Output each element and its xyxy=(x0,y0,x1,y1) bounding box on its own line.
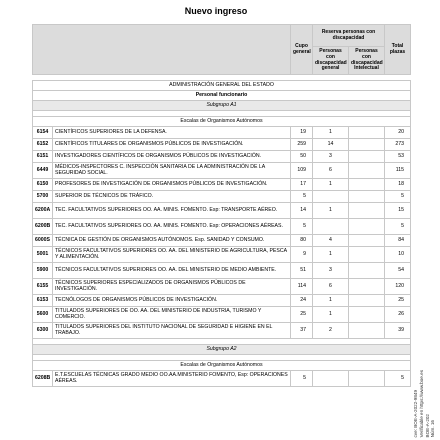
section-personal-row xyxy=(33,91,411,101)
name-cell: PROFESORES DE INVESTIGACIÓN DE ORGANISMOS PÚBLICOS DE INVESTIGACIÓN. xyxy=(53,179,291,191)
total-plazas-cell: 18 xyxy=(385,179,411,191)
table-row xyxy=(33,235,411,247)
side-text-boe: BOE-A-202 xyxy=(425,413,430,437)
table-row xyxy=(33,151,411,163)
discapacidad-general-cell: 1 xyxy=(313,179,349,191)
cupo-general-cell: 37 xyxy=(291,323,313,339)
name-cell: TITULADOS SUPERIORES DEL INSTITUTO NACIONAL DE SEGURIDAD E HIGIENE EN EL TRABAJO. xyxy=(53,323,291,339)
cupo-general-cell: 259 xyxy=(291,139,313,151)
subgroup-a1-row xyxy=(33,101,411,111)
name-cell: TITULADOS SUPERIORES DE OO. AA. DEL MINISTERIO DE INDUSTRIA, TURISMO Y COMERCIO. xyxy=(53,307,291,323)
header-blank xyxy=(33,25,291,75)
discapacidad-general-cell: 3 xyxy=(313,263,349,279)
cupo-general-cell: 14 xyxy=(291,203,313,219)
cupo-general-cell: 17 xyxy=(291,179,313,191)
code-cell: 6200B xyxy=(33,219,53,235)
discapacidad-intelectual-cell xyxy=(349,279,385,295)
table-row xyxy=(33,307,411,323)
total-plazas-cell: 20 xyxy=(385,127,411,139)
side-margin-text xyxy=(413,282,435,437)
scale-a1-row xyxy=(33,117,411,127)
discapacidad-intelectual-cell xyxy=(349,203,385,219)
cupo-general-cell: 114 xyxy=(291,279,313,295)
table-row xyxy=(33,323,411,339)
discapacidad-intelectual-cell xyxy=(349,235,385,247)
table-row xyxy=(33,295,411,307)
code-cell: 5600 xyxy=(33,307,53,323)
table-row xyxy=(33,191,411,203)
table-row xyxy=(33,263,411,279)
code-cell: 6200A xyxy=(33,203,53,219)
side-text-num: Núm. 16 xyxy=(430,419,435,437)
header-total-plazas: Total plazas xyxy=(385,25,411,75)
name-cell: TEC. FACULTATIVOS SUPERIORES OO. AA. MINIS. FOMENTO. Esp: OPERACIONES AÉREAS. xyxy=(53,219,291,235)
cupo-general-cell: 80 xyxy=(291,235,313,247)
discapacidad-general-cell: 14 xyxy=(313,139,349,151)
total-plazas-cell: 115 xyxy=(385,163,411,179)
section-admin-label: ADMINISTRACIÓN GENERAL DEL ESTADO xyxy=(33,81,411,91)
name-cell: INVESTIGADORES CIENTÍFICOS DE ORGANISMOS PÚBLICOS DE INVESTIGACIÓN. xyxy=(53,151,291,163)
header-discapacidad-general: Personas con discapacidad general xyxy=(313,47,349,75)
total-plazas-cell: 15 xyxy=(385,203,411,219)
total-plazas-cell: 25 xyxy=(385,295,411,307)
discapacidad-general-cell: 1 xyxy=(313,127,349,139)
header-reserva: Reserva personas con discapacidad xyxy=(313,25,385,47)
discapacidad-intelectual-cell xyxy=(349,307,385,323)
table-row xyxy=(33,163,411,179)
discapacidad-general-cell xyxy=(313,371,349,387)
total-plazas-cell: 5 xyxy=(385,219,411,235)
code-cell: 6208B xyxy=(33,371,53,387)
total-plazas-cell: 10 xyxy=(385,247,411,263)
scale-a1-label: Escalas de Organismos Autónomos xyxy=(33,117,411,127)
name-cell: TEC. FACULTATIVOS SUPERIORES OO. AA. MINIS. FOMENTO. Esp: TRANSPORTE AÉREO. xyxy=(53,203,291,219)
code-cell: 6153 xyxy=(33,295,53,307)
discapacidad-intelectual-cell xyxy=(349,263,385,279)
total-plazas-cell: 5 xyxy=(385,191,411,203)
section-personal-label: Personal funcionario xyxy=(33,91,411,101)
plazas-table xyxy=(32,24,411,387)
code-cell: 6151 xyxy=(33,151,53,163)
header-cupo-general: Cupo general xyxy=(291,25,313,75)
discapacidad-general-cell xyxy=(313,219,349,235)
discapacidad-intelectual-cell xyxy=(349,323,385,339)
code-cell: 6155 xyxy=(33,279,53,295)
table-row xyxy=(33,179,411,191)
code-cell: 6300 xyxy=(33,323,53,339)
discapacidad-general-cell: 4 xyxy=(313,235,349,247)
name-cell: MÉDICOS-INSPECTORES C. INSPECCIÓN SANITARIA DE LA ADMINISTRACIÓN DE LA SEGURIDAD SOCIAL. xyxy=(53,163,291,179)
header-discapacidad-intelectual: Personas con discapacidad Intelectual xyxy=(349,47,385,75)
cupo-general-cell: 9 xyxy=(291,247,313,263)
code-cell: 6154 xyxy=(33,127,53,139)
discapacidad-intelectual-cell xyxy=(349,219,385,235)
table-row xyxy=(33,127,411,139)
discapacidad-general-cell: 1 xyxy=(313,307,349,323)
cupo-general-cell: 25 xyxy=(291,307,313,323)
name-cell: CIENTÍFICOS TITULARES DE ORGANISMOS PÚBLICOS DE INVESTIGACIÓN. xyxy=(53,139,291,151)
scale-a2-row xyxy=(33,361,411,371)
discapacidad-intelectual-cell xyxy=(349,191,385,203)
discapacidad-intelectual-cell xyxy=(349,163,385,179)
discapacidad-intelectual-cell xyxy=(349,127,385,139)
scale-a2-label: Escalas de Organismos Autónomos xyxy=(33,361,411,371)
table-row xyxy=(33,203,411,219)
section-admin-row xyxy=(33,81,411,91)
cupo-general-cell: 19 xyxy=(291,127,313,139)
side-text-cve: cve: BOE-A-2022-9849 xyxy=(413,389,418,437)
cupo-general-cell: 5 xyxy=(291,191,313,203)
cupo-general-cell: 5 xyxy=(291,219,313,235)
discapacidad-general-cell: 6 xyxy=(313,279,349,295)
discapacidad-intelectual-cell xyxy=(349,295,385,307)
cupo-general-cell: 51 xyxy=(291,263,313,279)
discapacidad-general-cell xyxy=(313,191,349,203)
subgroup-a2-label: Subgrupo A2 xyxy=(33,345,411,355)
total-plazas-cell: 54 xyxy=(385,263,411,279)
cupo-general-cell: 5 xyxy=(291,371,313,387)
total-plazas-cell: 84 xyxy=(385,235,411,247)
discapacidad-intelectual-cell xyxy=(349,139,385,151)
total-plazas-cell: 273 xyxy=(385,139,411,151)
name-cell: TÉCNICOS SUPERIORES ESPECIALIZADOS DE ORGANISMOS PÚBLICOS DE INVESTIGACIÓN. xyxy=(53,279,291,295)
cupo-general-cell: 24 xyxy=(291,295,313,307)
name-cell: CIENTÍFICOS SUPERIORES DE LA DEFENSA. xyxy=(53,127,291,139)
name-cell: SUPERIOR DE TÉCNICOS DE TRÁFICO. xyxy=(53,191,291,203)
discapacidad-general-cell: 2 xyxy=(313,323,349,339)
code-cell: 5001 xyxy=(33,247,53,263)
side-text-verificable: Verificable en https://www.boe.es xyxy=(419,369,424,437)
discapacidad-general-cell: 6 xyxy=(313,163,349,179)
code-cell: 6150 xyxy=(33,179,53,191)
code-cell: 6152 xyxy=(33,139,53,151)
code-cell: 6449 xyxy=(33,163,53,179)
cupo-general-cell: 50 xyxy=(291,151,313,163)
cupo-general-cell: 109 xyxy=(291,163,313,179)
name-cell: TÉCNICOS FACULTATIVOS SUPERIORES OO. AA. DEL MINISTERIO DE MEDIO AMBIENTE. xyxy=(53,263,291,279)
discapacidad-intelectual-cell xyxy=(349,247,385,263)
table-row xyxy=(33,219,411,235)
discapacidad-general-cell: 1 xyxy=(313,203,349,219)
subgroup-a2-row xyxy=(33,345,411,355)
total-plazas-cell: 120 xyxy=(385,279,411,295)
table-row xyxy=(33,139,411,151)
name-cell: TECNÓLOGOS DE ORGANISMOS PÚBLICOS DE INVESTIGACIÓN. xyxy=(53,295,291,307)
name-cell: TÉCNICOS FACULTATIVOS SUPERIORES OO. AA. DEL MINISTERIO DE AGRICULTURA, PESCA Y ALIMENTACIÓN. xyxy=(53,247,291,263)
name-cell: E.T.ESCUELAS TÉCNICAS GRADO MEDIO OO.AA.MINISTERIO FOMENTO, Esp: OPERACIONES AÉREAS. xyxy=(53,371,291,387)
page-title: Nuevo ingreso xyxy=(184,6,248,16)
total-plazas-cell: 53 xyxy=(385,151,411,163)
code-cell: 5700 xyxy=(33,191,53,203)
code-cell: 5900 xyxy=(33,263,53,279)
discapacidad-general-cell: 1 xyxy=(313,247,349,263)
discapacidad-intelectual-cell xyxy=(349,371,385,387)
discapacidad-general-cell: 3 xyxy=(313,151,349,163)
code-cell: 6000S xyxy=(33,235,53,247)
total-plazas-cell: 39 xyxy=(385,323,411,339)
discapacidad-intelectual-cell xyxy=(349,179,385,191)
name-cell: TÉCNICA DE GESTIÓN DE ORGANISMOS AUTÓNOMOS. Esp. SANIDAD Y CONSUMO. xyxy=(53,235,291,247)
total-plazas-cell: 26 xyxy=(385,307,411,323)
subgroup-a1-label: Subgrupo A1 xyxy=(33,101,411,111)
table-row xyxy=(33,247,411,263)
table-row xyxy=(33,371,411,387)
discapacidad-intelectual-cell xyxy=(349,151,385,163)
total-plazas-cell: 5 xyxy=(385,371,411,387)
discapacidad-general-cell: 1 xyxy=(313,295,349,307)
table-row xyxy=(33,279,411,295)
